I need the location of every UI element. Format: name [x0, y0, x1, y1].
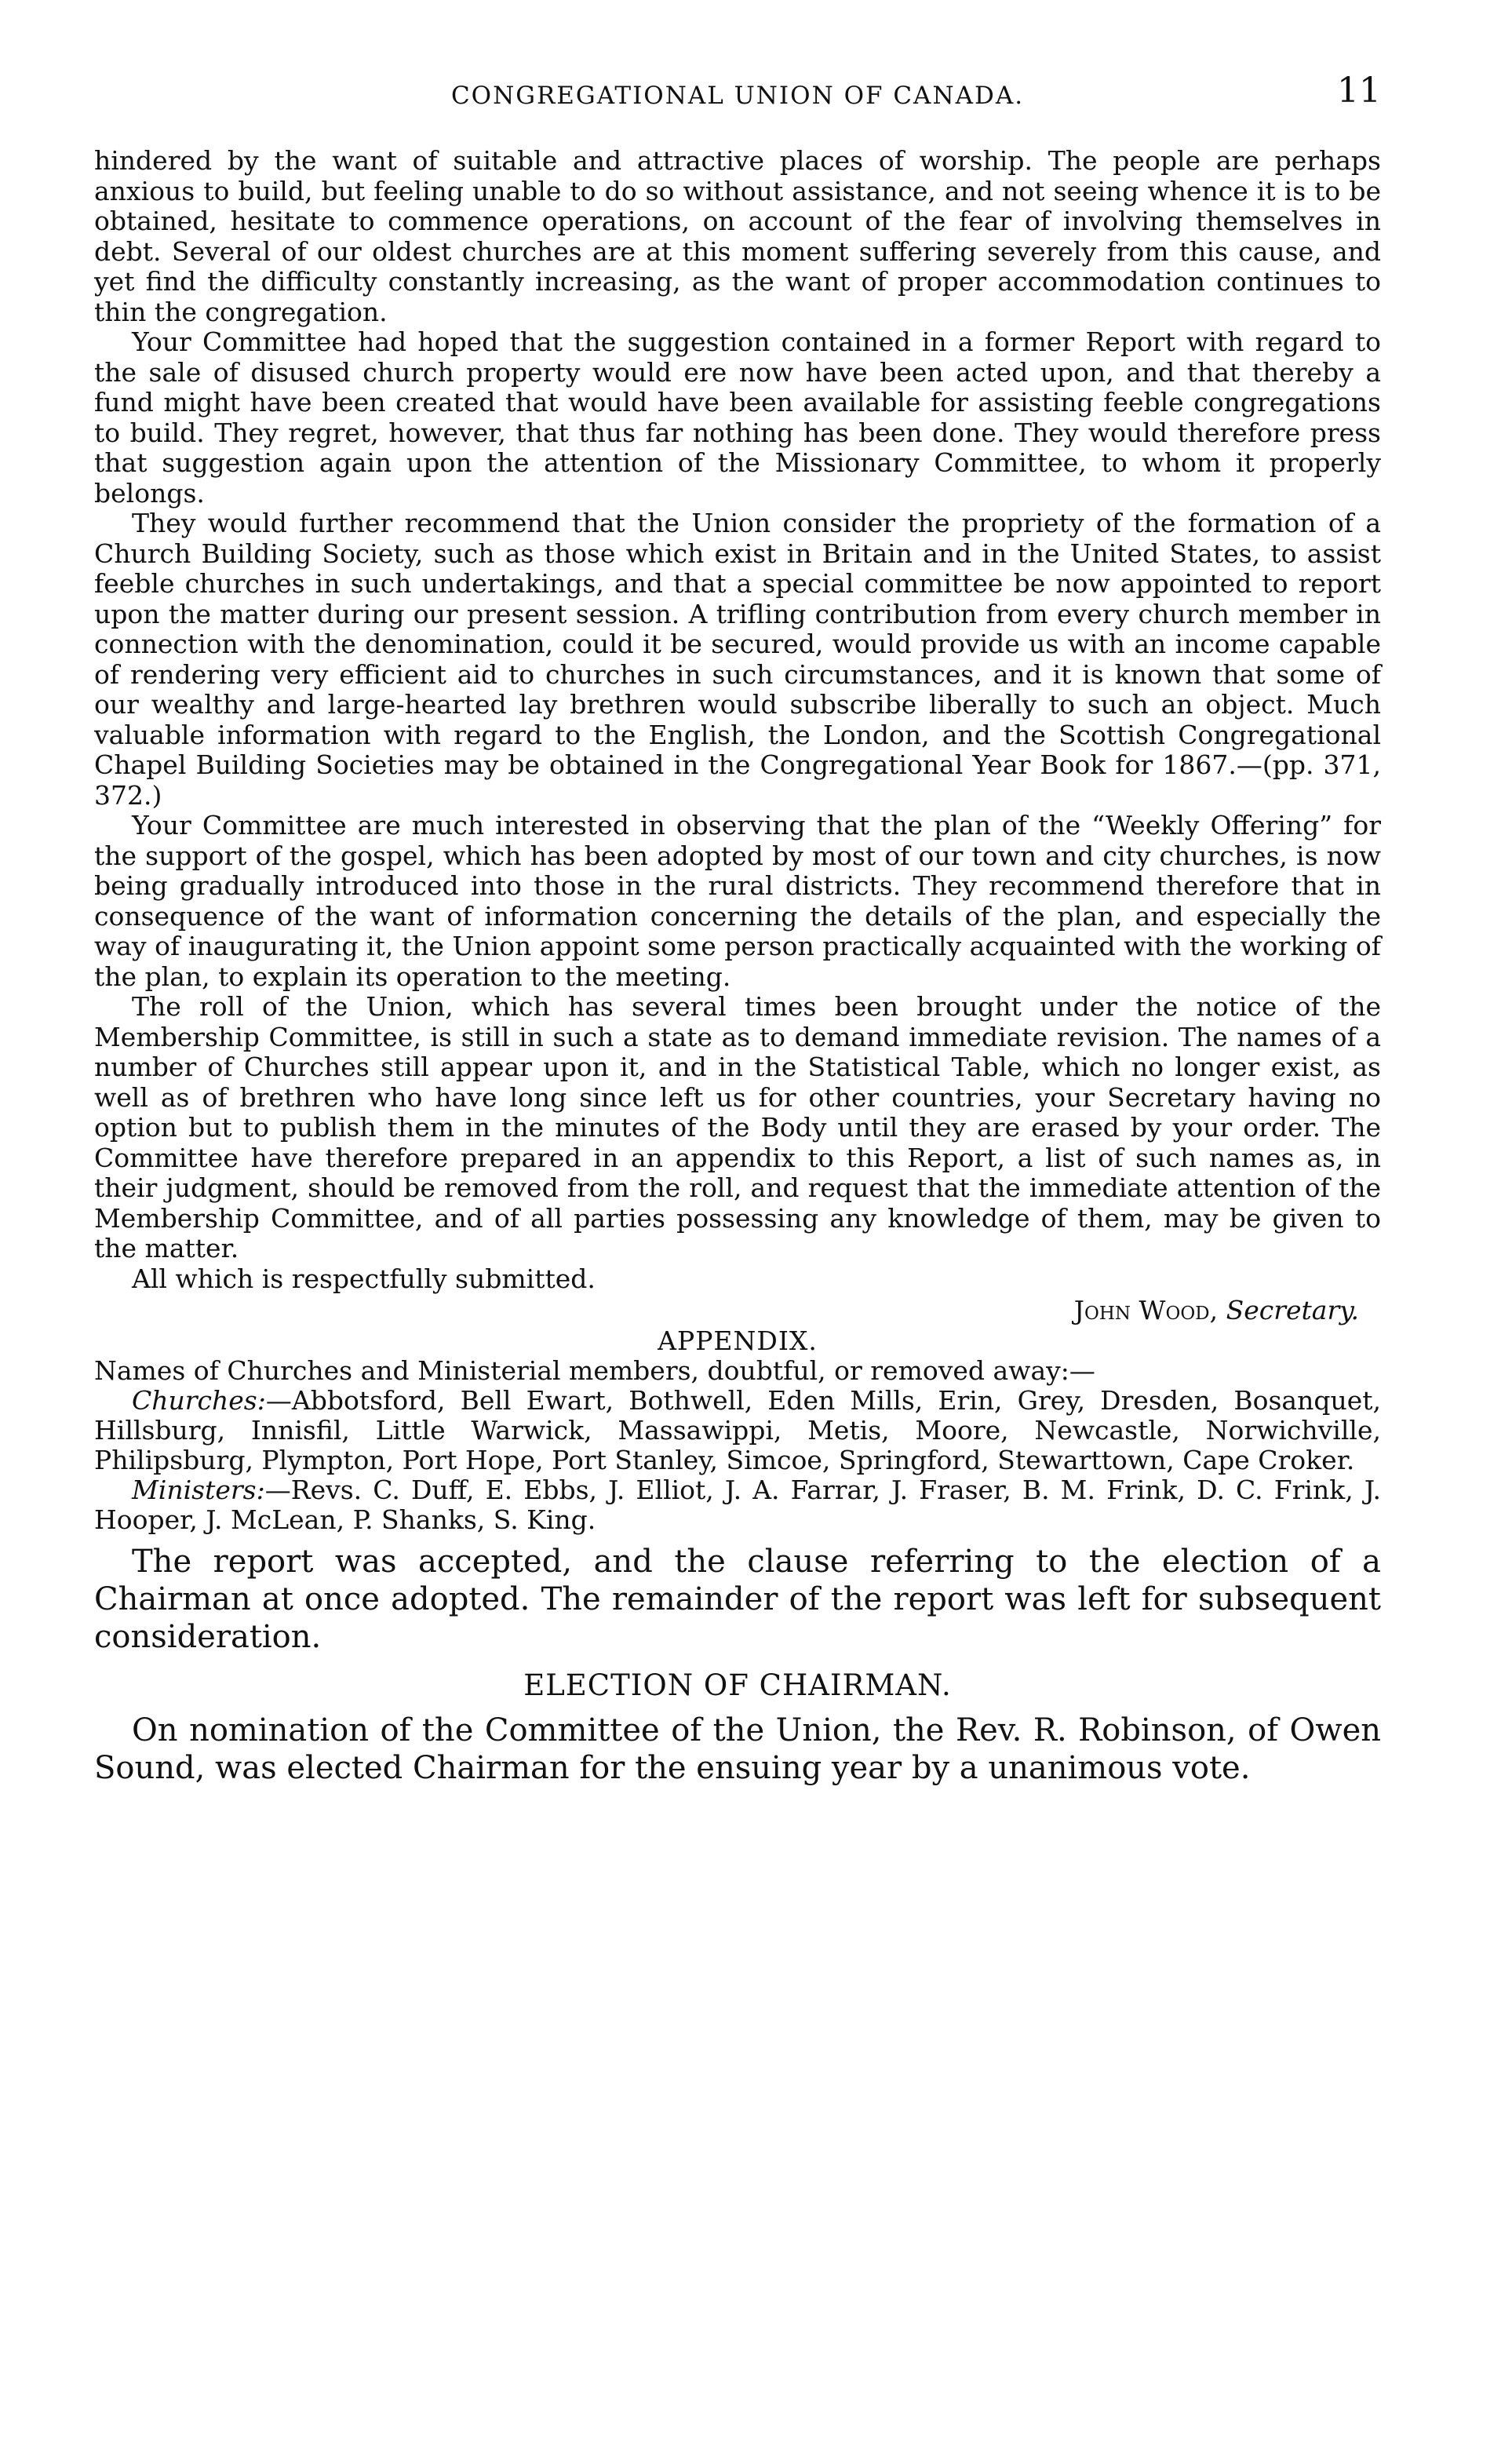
paragraph-union-roll: The roll of the Union, which has several times been brought under the notice of the Membership Committee, is still in such a state as to demand immediate revision. The names of a number of Churches still appear upon it, and in the Statistical Table, which no longer exist, as well as of brethren who have long since left us for other countries, your Secretary having no option but to publish them in the minutes of the Body until they are erased by your order. The Committee have therefore prepared in an appendix to this Report, a list of such names as, in their judgment, should be removed from the roll, and request that the immediate attention of the Membership Committee, and of all parties possessing any knowledge of them, may be given to the matter.	[94, 991, 1381, 1263]
ministers-label: Ministers:	[132, 1475, 265, 1505]
paragraph-sale-of-property: Your Committee had hoped that the suggestion contained in a former Report with regard to the sale of disused church property would ere now have been acted upon, and that thereby a fund might have been created that would have been available for assisting feeble congregations to build. They regret, however, that thus far nothing has been done. They would therefore press that suggestion again upon the attention of the Missionary Committee, to whom it properly belongs.	[94, 326, 1381, 509]
appendix-section	[94, 1356, 1381, 1535]
page-number: 11	[1337, 71, 1381, 111]
running-head: CONGREGATIONAL UNION OF CANADA.	[450, 82, 1025, 110]
appendix-intro: Names of Churches and Ministerial members, doubtful, or removed away:—	[94, 1355, 1095, 1386]
signature-title: Secretary.	[1226, 1295, 1359, 1325]
paragraph-weekly-offering: Your Committee are much interested in observing that the plan of the “Weekly Offering” for the support of the gospel, which has been adopted by most of our town and city churches, is now being gradually introduced into those in the rural districts. They recommend therefore that in consequence of the want of information concerning the details of the plan, and especially the way of inaugurating it, the Union appoint some person practically acquainted with the working of the plan, to explain its operation to the meeting.	[94, 810, 1381, 992]
paragraph-church-building-society: They would further recommend that the Union consider the propriety of the formation of a Church Building Society, such as those which exist in Britain and in the United States, to assist feeble churches in such undertakings, and that a special committee be now appointed to report upon the matter during our present session. A trifling contribution from every church member in connection with the denomination, could it be secured, would provide us with an income capable of rendering very efficient aid to churches in such circumstances, and it is known that some of our wealthy and large-hearted lay brethren would subscribe liberally to such an object. Much valuable information with regard to the English, the London, and the Scottish Congregational Chapel Building Societies may be obtained in the Congregational Year Book for 1867.—(pp. 371, 372.)	[94, 508, 1381, 811]
report-accepted-section	[94, 1543, 1381, 1656]
election-section	[94, 1712, 1381, 1787]
appendix-heading: APPENDIX.	[658, 1325, 818, 1356]
churches-list: —Abbotsford, Bell Ewart, Bothwell, Eden Mills, Erin, Grey, Dresden, Bosanquet, Hillsburg, Innisfil, Little Warwick, Massawippi, Metis, Moore, Newcastle, Norwichville, Philipsburg, Plympton, Port Hope, Port Stanley, Simcoe, Springford, Stewarttown, Cape Croker.	[94, 1385, 1381, 1475]
paragraph-continuation: hindered by the want of suitable and attractive places of worship. The people are perhaps anxious to build, but feeling unable to do so without assistance, and not seeing whence it is to be obtained, hesitate to commence operations, on account of the fear of involving themselves in debt. Several of our oldest churches are at this moment suffering severely from this cause, and yet find the difficulty constantly increasing, as the want of proper accommodation continues to thin the congregation.	[94, 145, 1381, 327]
paragraph-election: On nomination of the Committee of the Union, the Rev. R. Robinson, of Owen Sound, was elected Chairman for the ensuing year by a unanimous vote.	[94, 1712, 1381, 1786]
churches-label: Churches:	[132, 1385, 266, 1416]
page-header	[94, 71, 1381, 126]
appendix-churches	[94, 1386, 1381, 1475]
signature-name: John Wood,	[1073, 1295, 1219, 1325]
signature	[94, 1296, 1381, 1326]
appendix-ministers	[94, 1475, 1381, 1535]
paragraph-submitted: All which is respectfully submitted.	[132, 1263, 596, 1294]
paragraph-report-accepted: The report was accepted, and the clause referring to the election of a Chairman at once adopted. The remainder of the report was left for subsequent consideration.	[94, 1544, 1381, 1655]
election-heading: ELECTION OF CHAIRMAN.	[523, 1668, 952, 1702]
report-body	[94, 146, 1381, 1356]
ministers-list: —Revs. C. Duff, E. Ebbs, J. Elliot, J. A. Farrar, J. Fraser, B. M. Frink, D. C. Frink, J. Hooper, J. McLean, P. Shanks, S. King.	[94, 1475, 1381, 1535]
document-page	[94, 71, 1381, 1787]
